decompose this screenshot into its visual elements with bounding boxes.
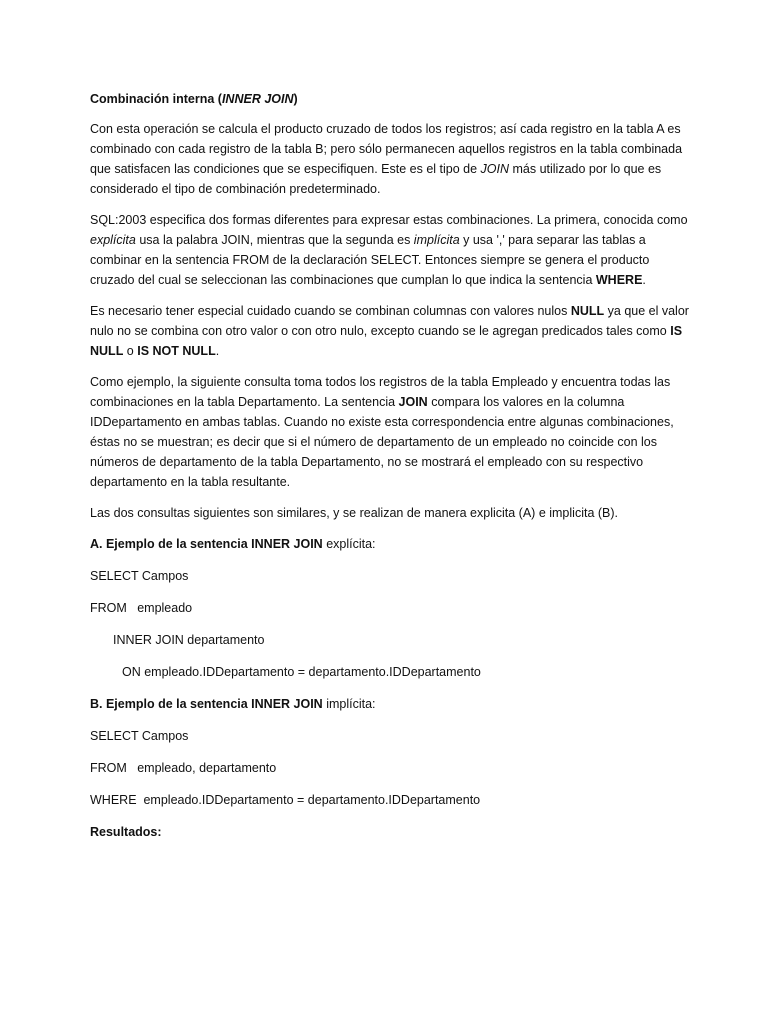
paragraph-1 xyxy=(90,119,690,199)
p3-is-not-null-bold: IS NOT NULL xyxy=(137,344,216,358)
example-a-line-2: FROM empleado xyxy=(90,601,193,615)
p3-text-a: Es necesario tener especial cuidado cuando se combinan columnas con valores nulos xyxy=(90,304,571,318)
example-a-line-4: ON empleado.IDDepartamento = departamento.IDDepartamento xyxy=(122,665,481,679)
example-a-suffix: explícita: xyxy=(322,537,376,551)
p3-text-e: o xyxy=(123,344,138,358)
example-a-inner-join: INNER JOIN xyxy=(251,537,323,551)
example-a-heading xyxy=(90,534,690,566)
p2-text-e: y usa ',' para separar las tablas a combinar en la sentencia FROM de la declaración SELECT. Entonces siempre se genera el producto cruzado del cual se seleccionan las combinaciones que cumplan lo que indica la sentencia xyxy=(90,233,650,287)
results-label: Resultados: xyxy=(90,825,162,839)
title-suffix: ) xyxy=(293,92,298,106)
p2-text-c: usa la palabra JOIN, mientras que la segunda es xyxy=(135,233,414,247)
example-b-line-1: SELECT Campos xyxy=(90,729,189,743)
example-a-line-3: INNER JOIN departamento xyxy=(113,633,265,647)
example-b-suffix: implícita: xyxy=(322,697,376,711)
example-b-inner-join: INNER JOIN xyxy=(251,697,323,711)
p4-text-a: Como ejemplo, la siguiente consulta toma todos los registros de la tabla Empleado y encuentra todas las combinaciones en la tabla Departamento. La sentencia xyxy=(90,375,671,409)
example-b-line-3: WHERE empleado.IDDepartamento = departamento.IDDepartamento xyxy=(90,793,481,807)
p1-text-c: más utilizado por lo que es considerado el tipo de combinación predeterminado. xyxy=(90,162,662,196)
section-title xyxy=(90,89,690,109)
results-heading xyxy=(90,822,690,854)
p2-text-g: . xyxy=(642,273,646,287)
example-b-heading xyxy=(90,694,690,726)
p3-is-null-bold: IS NULL xyxy=(90,324,683,358)
title-prefix: Combinación interna ( xyxy=(90,92,222,106)
document-body xyxy=(90,89,690,854)
p2-text-a: SQL:2003 especifica dos formas diferentes para expresar estas combinaciones. La primera, conocida como xyxy=(90,213,688,227)
title-emphasis: INNER JOIN xyxy=(221,92,294,106)
p2-implicita-italic: implícita xyxy=(413,233,460,247)
p4-text-c: compara los valores en la columna IDDepartamento en ambas tablas. Cuando no existe esta correspondencia entre algunas combinaciones, éstas no se muestran; es decir que si el número de departamento de un empleado no coincide con los números de departamento de la tabla Departamento, no se mostrará el empleado con su respectivo departamento en la tabla resultante. xyxy=(90,395,674,489)
example-b-label: B. Ejemplo de la sentencia xyxy=(90,697,252,711)
paragraph-4 xyxy=(90,372,690,492)
p3-text-g: . xyxy=(215,344,220,358)
p1-text-a: Con esta operación se calcula el producto cruzado de todos los registros; así cada registro en la tabla A es combinado con cada registro de la tabla B; pero sólo permanecen aquellos registros en la tabla combinada que satisfacen las condiciones que se especifiquen. Este es el tipo de xyxy=(90,122,683,176)
p4-join-bold: JOIN xyxy=(398,395,428,409)
p2-where-bold: WHERE xyxy=(595,273,643,287)
example-a-line-1: SELECT Campos xyxy=(90,569,189,583)
p3-text-c: ya que el valor nulo no se combina con otro valor o con otro nulo, excepto cuando se le agregan predicados tales como xyxy=(90,304,689,338)
p3-null-bold: NULL xyxy=(570,304,605,318)
paragraph-5: Las dos consultas siguientes son similares, y se realizan de manera explicita (A) e implicita (B). xyxy=(90,506,619,520)
example-b-line-2: FROM empleado, departamento xyxy=(90,761,277,775)
paragraph-2 xyxy=(90,210,690,290)
p2-explicita-italic: explícita xyxy=(90,233,136,247)
paragraph-3 xyxy=(90,301,690,361)
p1-join-italic: JOIN xyxy=(480,162,510,176)
example-a-label: A. Ejemplo de la sentencia xyxy=(90,537,252,551)
